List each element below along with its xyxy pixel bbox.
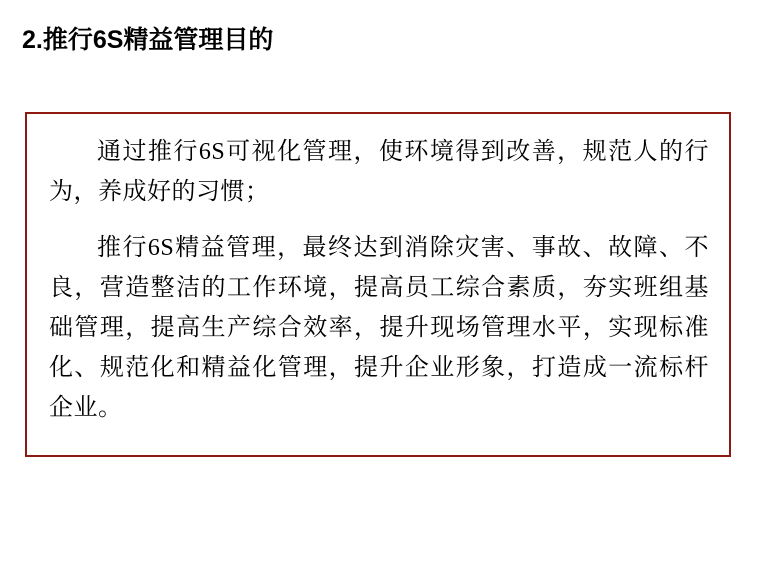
page-title: 2.推行6S精益管理目的 [22, 26, 274, 54]
body-paragraph-2: 推行6S精益管理，最终达到消除灾害、事故、故障、不良，营造整洁的工作环境，提高员工综合素质，夯实班组基础管理，提高生产综合效率，提升现场管理水平，实现标准化、规范化和精益化管理，提升企业形象，打造成一流标杆企业。 [49, 235, 709, 421]
content-box [25, 112, 731, 457]
body-paragraph-1: 通过推行6S可视化管理，使环境得到改善，规范人的行为，养成好的习惯； [49, 139, 709, 205]
